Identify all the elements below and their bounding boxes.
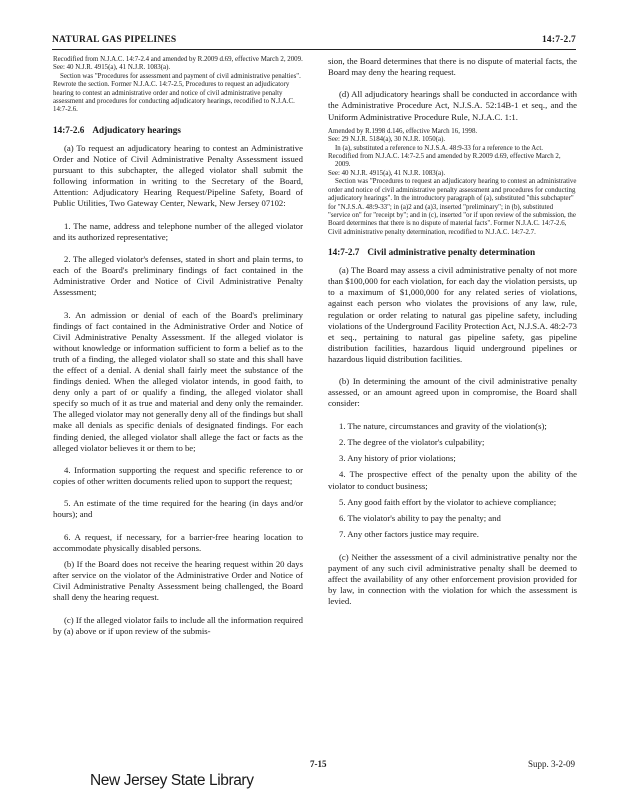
section-title: Adjudicatory hearings: [92, 124, 181, 135]
paragraph: 5. An estimate of the time required for the hearing (in days and/or hours); and: [53, 498, 303, 520]
history-note: In (a), substituted a reference to N.J.S.A. 48:9-33 for a reference to the Act.: [335, 144, 543, 152]
paragraph: (c) If the alleged violator fails to include all the information required by (a) above or if upon review of the submis-: [53, 614, 303, 636]
section-body: [328, 265, 577, 607]
paragraph: 4. The prospective effect of the penalty upon the ability of the violator to conduct business;: [328, 469, 577, 491]
paragraph: 3. Any history of prior violations;: [339, 453, 456, 464]
history-note: Recodified from N.J.A.C. 14:7-2.4 and amended by R.2009 d.69, effective March 2, 2009.: [53, 56, 303, 63]
paragraph: 4. Information supporting the request and specific reference to or copies of other written documents relied upon to support the request;: [53, 464, 303, 487]
section-heading: [53, 125, 303, 135]
history-note: Section was "Procedures to request an adjudicatory hearing to contest an administrative order and notice of civil administrative penalty assessment and procedures for conducting adjudicatory hearings". In the introductory paragraph of (a), substituted "this subchapter" for "N.J.S.A. 48:9-33"; in (a)2 and (a)3, inserted "preliminary"; in (b), substituted "service on" for "receipt by"; and in (c), inserted "or if upon review of the submission, the Board determines that there is no dispute of material facts". Former N.J.A.C. 14:7-2.6, Civil administrative penalty determination, recodified to N.J.A.C. 14:7-2.7.: [328, 178, 577, 236]
paragraph: (a) The Board may assess a civil administrative penalty of not more than $100,000 for each violation, for each day the violation persists, up to a maximum of $1,000,000 for any related series of violations, against each person who violates the provisions of any law, rule, regulation or order relating to natural gas pipeline safety, including violations of the Underground Facility Protection Act, N.J.S.A. 48:2-73 et seq., pertaining to natural gas pipeline safety, gas pipeline distribution facilities, hazardous liquid underground pipelines or hazardous liquid distribution facilities.: [328, 265, 577, 364]
header-title: NATURAL GAS PIPELINES: [52, 35, 177, 45]
paragraph: 1. The nature, circumstances and gravity of the violation(s);: [339, 420, 547, 431]
paragraph: sion, the Board determines that there is no dispute of material facts, the Board may deny the hearing request.: [328, 56, 577, 78]
paragraph: 2. The alleged violator's defenses, stated in short and plain terms, to each of the Board's preliminary findings of fact contained in the Administrative Order and Notice of Civil Administrative Penalty Assessment;: [53, 253, 303, 298]
running-header: [52, 34, 576, 50]
section-title: Civil administrative penalty determination: [367, 247, 536, 258]
right-column: [328, 56, 577, 612]
history-notes: [328, 128, 577, 237]
paragraph: (d) All adjudicatory hearings shall be conducted in accordance with the Administrative Procedure Act, N.J.S.A. 52:14B-1 et seq., and the Uniform Administrative Procedure Rule, N.J.A.C. 1:1.: [328, 89, 577, 122]
paragraph: (a) To request an adjudicatory hearing to contest an Administrative Order and Notice of Civil Administrative Penalty Assessment issued pursuant to this subchapter, the alleged violator shall submit the following information in writing to the Secretary of the Board, Attention: Adjudicatory Hearing Request/Pipeline Safety, Board of Public Utilities, Two Gateway Center, Newark, New Jersey 07102:: [53, 142, 303, 209]
page-number: 7-15: [310, 759, 327, 769]
supplement-date: Supp. 3-2-09: [528, 759, 575, 769]
left-column: [53, 56, 303, 642]
paragraph: (b) If the Board does not receive the hearing request within 20 days after service on the violator of the Administrative Order and Notice of Civil Administrative Penalty Assessment being challenged, the Board shall deny the hearing request.: [53, 559, 303, 603]
header-section: 14:7-2.7: [541, 35, 576, 45]
paragraph: 3. An admission or denial of each of the Board's preliminary findings of fact contained in the Administrative Order and Notice of Civil Administrative Penalty Assessment. If the alleged violator is without knowledge or information sufficient to form a belief as to the truth of a finding, the alleged violator shall so state and this shall have the effect of a denial. A denial shall fairly meet the substance of the findings denied. When the alleged violator intends, in good faith, to deny only a part of or qualify a finding, the alleged violator shall specify so much of it as true and material and deny only the remainder. The alleged violator may not generally deny all of the findings but shall make all denials as specific denials of designated findings. For each finding denied, the alleged violator shall allege the fact or facts as the alleged violator believes it or them to be;: [53, 309, 303, 453]
section-number: 14:7-2.7: [328, 247, 360, 258]
section-body: [328, 56, 577, 123]
history-note: Amended by R.1998 d.146, effective March 16, 1998.: [328, 127, 478, 135]
paragraph: 2. The degree of the violator's culpability;: [339, 436, 485, 447]
history-note: See: 29 N.J.R. 5184(a), 30 N.J.R. 1050(a).: [328, 136, 446, 144]
paragraph: 7. Any other factors justice may require.: [339, 529, 479, 540]
history-note: See: 40 N.J.R. 4915(a), 41 N.J.R. 1083(a).: [53, 64, 171, 72]
paragraph: (b) In determining the amount of the civil administrative penalty assessed, or an amount agreed upon in compromise, the Board shall consider:: [328, 376, 577, 409]
paragraph: 5. Any good faith effort by the violator to achieve compliance;: [339, 496, 557, 507]
library-stamp: New Jersey State Library: [90, 772, 254, 789]
paragraph: 1. The name, address and telephone number of the alleged violator and its authorized representative;: [53, 220, 303, 242]
section-number: 14:7-2.6: [53, 124, 85, 135]
section-heading: [328, 247, 577, 257]
history-notes: [53, 56, 303, 115]
history-note: Section was "Procedures for assessment and payment of civil administrative penalties". Rewrote the section. Former N.J.A.C. 14:7-2.5, Procedures to request an adjudicatory hearing to contest an administrative order and notice of civil administrative penalty assessment and procedures for conducting adjudicatory hearings, recodified to N.J.A.C. 14:7-2.6.: [53, 72, 301, 114]
section-body: [53, 143, 303, 637]
history-note: Recodified from N.J.A.C. 14:7-2.5 and amended by R.2009 d.69, effective March 2, 2009.: [328, 153, 561, 169]
history-note: See: 40 N.J.R. 4915(a), 41 N.J.R. 1083(a).: [328, 169, 446, 177]
paragraph: 6. The violator's ability to pay the penalty; and: [339, 513, 501, 524]
paragraph: (c) Neither the assessment of a civil administrative penalty nor the payment of any such civil administrative penalty shall be deemed to affect the availability of any other enforcement provision provided for by law, in connection with the violation for which the assessment is levied.: [328, 551, 577, 607]
paragraph: 6. A request, if necessary, for a barrier-free hearing location to accommodate physically disabled persons.: [53, 531, 303, 553]
